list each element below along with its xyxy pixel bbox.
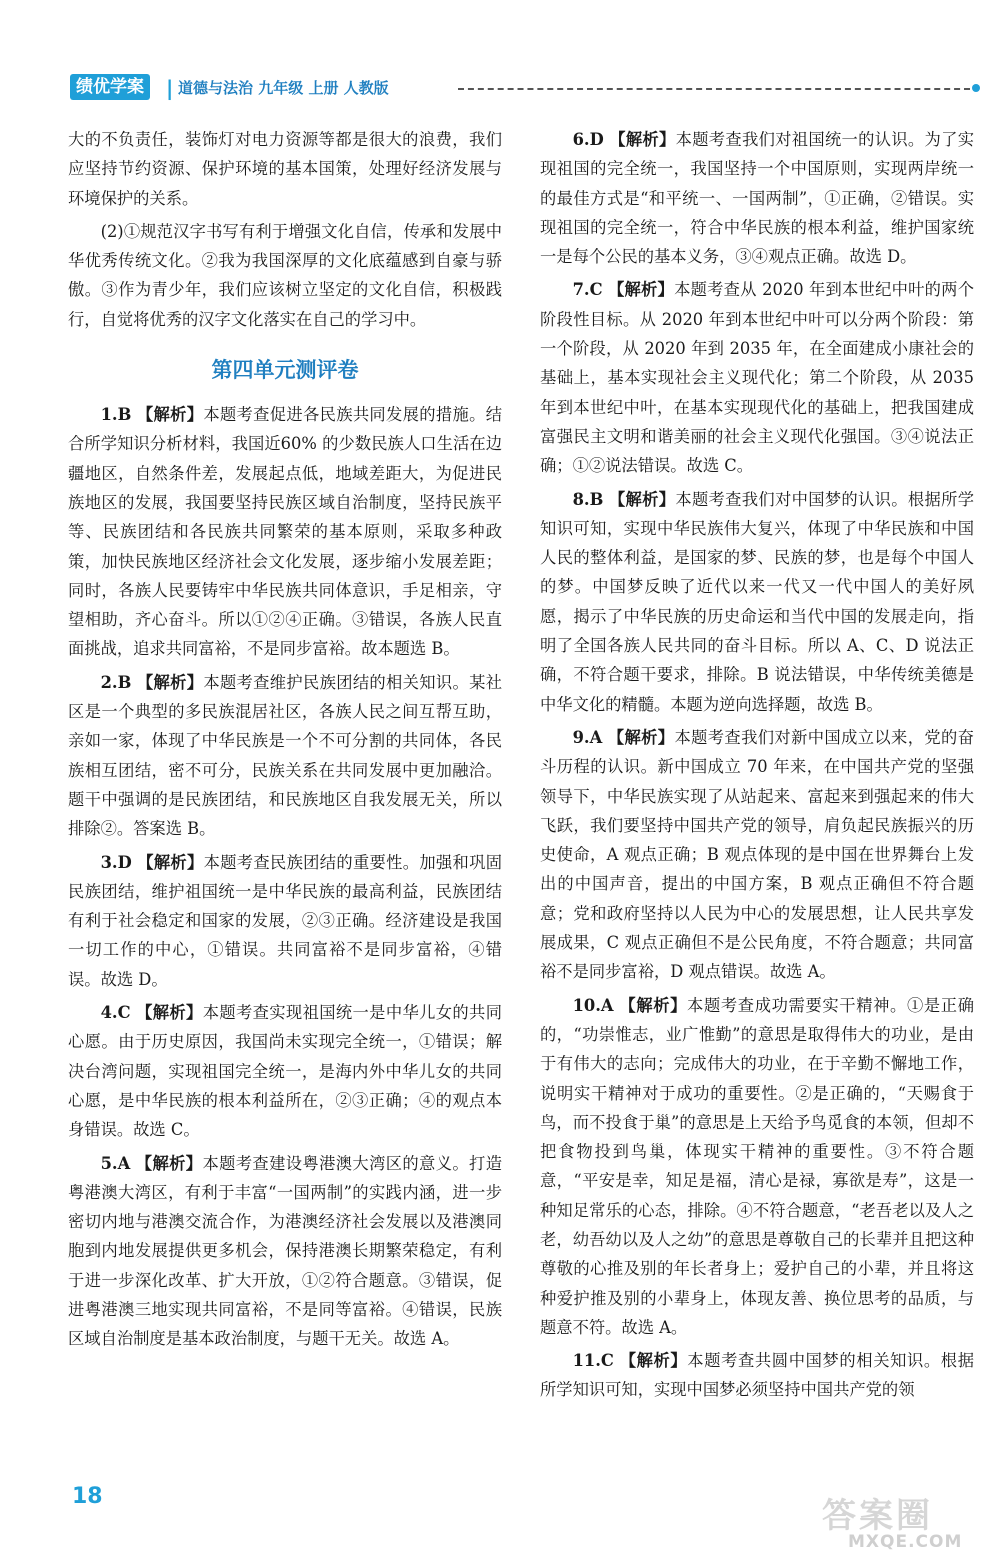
analysis-tag: 【解析】 — [137, 852, 204, 872]
answer-text: 本题考查共圆中国梦的相关知识。根据所学知识可知，实现中国梦必须坚持中国共产党的领 — [540, 1351, 974, 1400]
header-divider — [458, 88, 970, 90]
answer-text: 本题考查从 2020 年到本世纪中叶的两个阶段性目标。从 2020 年到本世纪中叶可以分两个阶段：第一个阶段，从 2020 年到 2035 年，在全面建成小康社会的基础上，基本实现社会主义现代化；第二个阶段，从 2035 年到本世纪中叶，在基本实现现代化的基础上，把我国建成富强民主文明和谐美丽的社会主义现代化强国。③④说法正确；①②说法错误。故选 C。 — [540, 280, 974, 476]
analysis-tag: 【解析】 — [619, 1351, 688, 1371]
analysis-tag: 【解析】 — [619, 995, 688, 1015]
page-number: 18 — [72, 1484, 103, 1509]
answer-text: 本题考查我们对新中国成立以来，党的奋斗历程的认识。新中国成立 70 年来，在中国共产党的坚强领导下，中华民族实现了从站起来、富起来到强起来的伟大飞跃，我们要坚持中国共产党的领导，肩负起民族振兴的历史使命，A 观点正确；B 观点体现的是中国在世界舞台上发出的中国声音，提出的中国方案，B 观点正确但不符合题意；党和政府坚持以人民为中心的发展思想，让人民共享发展成果，C 观点正确但不是公民角度，不符合题意；共同富裕不是同步富裕，D 观点错误。故选 A。 — [540, 727, 974, 982]
answer-text: 本题考查维护民族团结的相关知识。某社区是一个典型的多民族混居社区，各族人民之间互帮互助，亲如一家，体现了中华民族是一个不可分割的共同体，各民族相互团结，密不可分，民族关系在共同发展中更加融洽。题干中强调的是民族团结，和民族地区自我发展无关，所以排除②。答案选 B。 — [68, 672, 502, 839]
analysis-tag: 【解析】 — [136, 672, 204, 692]
answer-number: 11.C — [572, 1351, 614, 1371]
answer-number: 4.C — [100, 1003, 131, 1023]
watermark — [818, 1488, 990, 1554]
answer-item — [68, 668, 502, 844]
watermark-url: MXQE.COM — [848, 1532, 963, 1552]
book-subject: 道德与法治 九年级 上册 人教版 — [178, 79, 389, 97]
intro-paragraph: 大的不负责任，装饰灯对电力资源等都是很大的浪费，我们应坚持节约资源、保护环境的基本国策，处理好经济发展与环境保护的关系。 — [68, 130, 502, 208]
answer-item — [68, 400, 502, 664]
answer-number: 9.A — [572, 727, 603, 747]
answer-item — [540, 485, 974, 719]
brand-separator: | — [166, 76, 174, 100]
watermark-logo: 答案圈 — [822, 1496, 933, 1536]
answer-text: 本题考查促进各民族共同发展的措施。结合所学知识分析材料，我国近60% 的少数民族人口生活在边疆地区，自然条件差，发展起点低，地域差距大，为促进民族地区的发展，我国要坚持民族区域自治制度，坚持民族平等、民族团结和各民族共同繁荣的基本原则，采取多种政策，加快民族地区经济社会文化发展，逐步缩小发展差距；同时，各族人民要铸牢中华民族共同体意识，手足相亲，守望相助，齐心奋斗。所以①②④正确。③错误，各族人民直面挑战，追求共同富裕，不是同步富裕。故本题选 B。 — [68, 405, 502, 659]
answer-text: 本题考查实现祖国统一是中华儿女的共同心愿。由于历史原因，我国尚未实现完全统一，①错误；解决台湾问题，实现祖国完全统一，是海内外中华儿女的共同心愿，是中华民族的根本利益所在，②③正确；④的观点本身错误。故选 C。 — [68, 1003, 502, 1140]
left-column — [68, 125, 502, 1358]
header-dot — [972, 84, 980, 92]
analysis-tag: 【解析】 — [136, 1003, 203, 1023]
analysis-tag: 【解析】 — [609, 130, 676, 149]
answer-item — [540, 1346, 974, 1405]
answer-item — [540, 991, 974, 1343]
analysis-tag: 【解析】 — [136, 405, 204, 425]
answer-item — [540, 275, 974, 480]
answer-number: 8.B — [572, 489, 604, 509]
answer-text: 本题考查成功需要实干精神。①是正确的，“功崇惟志，业广惟勤”的意思是取得伟大的功业，是由于有伟大的志向；完成伟大的功业，在于辛勤不懈地工作，说明实干精神对于成功的重要性。②是正确的，“天赐食于鸟，而不投食于巢”的意思是上天给予鸟觅食的本领，但却不把食物投到鸟巢，体现实干精神的重要性。③不符合题意，“平安是幸，知足是福，清心是禄，寡欲是寿”，这是一种知足常乐的心态，排除。④不符合题意，“老吾老以及人之老，幼吾幼以及人之幼”的意思是尊敬自己的长辈并且把这种尊敬的心推及别的年长者身上；爱护自己的小辈，并且将这种爱护推及别的小辈身上，体现友善、换位思考的品质，与题意不符。故选 A。 — [540, 995, 974, 1337]
analysis-tag: 【解析】 — [135, 1153, 203, 1173]
answer-number: 1.B — [100, 405, 132, 425]
answer-number: 10.A — [572, 995, 614, 1015]
answer-item — [540, 723, 974, 987]
analysis-tag: 【解析】 — [608, 489, 676, 509]
answer-item — [540, 125, 974, 271]
section-title: 第四单元测评卷 — [211, 358, 359, 383]
answer-number: 2.B — [100, 672, 132, 692]
answer-item — [68, 848, 502, 994]
page-header — [70, 74, 980, 104]
answer-item — [68, 998, 502, 1144]
intro-paragraph: (2)①规范汉字书写有利于增强文化自信，传承和发展中华优秀传统文化。②我为我国深厚的文化底蕴感到自豪与骄傲。③作为青少年，我们应该树立坚定的文化自信，积极践行，自觉将优秀的汉字文化落实在自己的学习中。 — [68, 221, 502, 329]
answer-number: 6.D — [572, 130, 604, 149]
right-column — [540, 125, 974, 1409]
brand-logo: 绩优学案 — [70, 74, 150, 100]
analysis-tag: 【解析】 — [607, 727, 675, 747]
answer-text: 本题考查建设粤港澳大湾区的意义。打造粤港澳大湾区，有利于丰富“一国两制”的实践内涵，进一步密切内地与港澳交流合作，为港澳经济社会发展以及港澳同胞到内地发展提供更多机会，保持港澳长期繁荣稳定，有利于进一步深化改革、扩大开放，①②符合题意。③错误，促进粤港澳三地实现共同富裕，不是同等富裕。④错误，民族区域自治制度是基本政治制度，与题干无关。故选 A。 — [68, 1153, 502, 1349]
answer-text: 本题考查我们对祖国统一的认识。为了实现祖国的完全统一，我国坚持一个中国原则，实现两岸统一的最佳方式是“和平统一、一国两制”，①正确，②错误。实现祖国的完全统一，符合中华民族的根本利益，维护国家统一是每个公民的基本义务，③④观点正确。故选 D。 — [540, 130, 974, 267]
analysis-tag: 【解析】 — [607, 280, 675, 300]
answer-text: 本题考查民族团结的重要性。加强和巩固民族团结，维护祖国统一是中华民族的最高利益，民族团结有利于社会稳定和国家的发展，②③正确。经济建设是我国一切工作的中心，①错误。共同富裕不是同步富裕，④错误。故选 D。 — [68, 852, 502, 989]
answer-number: 5.A — [100, 1153, 131, 1173]
answer-number: 7.C — [572, 280, 603, 300]
answer-text: 本题考查我们对中国梦的认识。根据所学知识可知，实现中华民族伟大复兴，体现了中华民族和中国人民的整体利益，是国家的梦、民族的梦，也是每个中国人的梦。中国梦反映了近代以来一代又一代中国人的美好夙愿，揭示了中华民族的历史命运和当代中国的发展走向，指明了全国各族人民共同的奋斗目标。所以 A、C、D 说法正确，不符合题干要求，排除。B 说法错误，中华传统美德是中华文化的精髓。本题为逆向选择题，故选 B。 — [540, 489, 974, 714]
answer-item — [68, 1149, 502, 1354]
answer-number: 3.D — [100, 852, 132, 872]
